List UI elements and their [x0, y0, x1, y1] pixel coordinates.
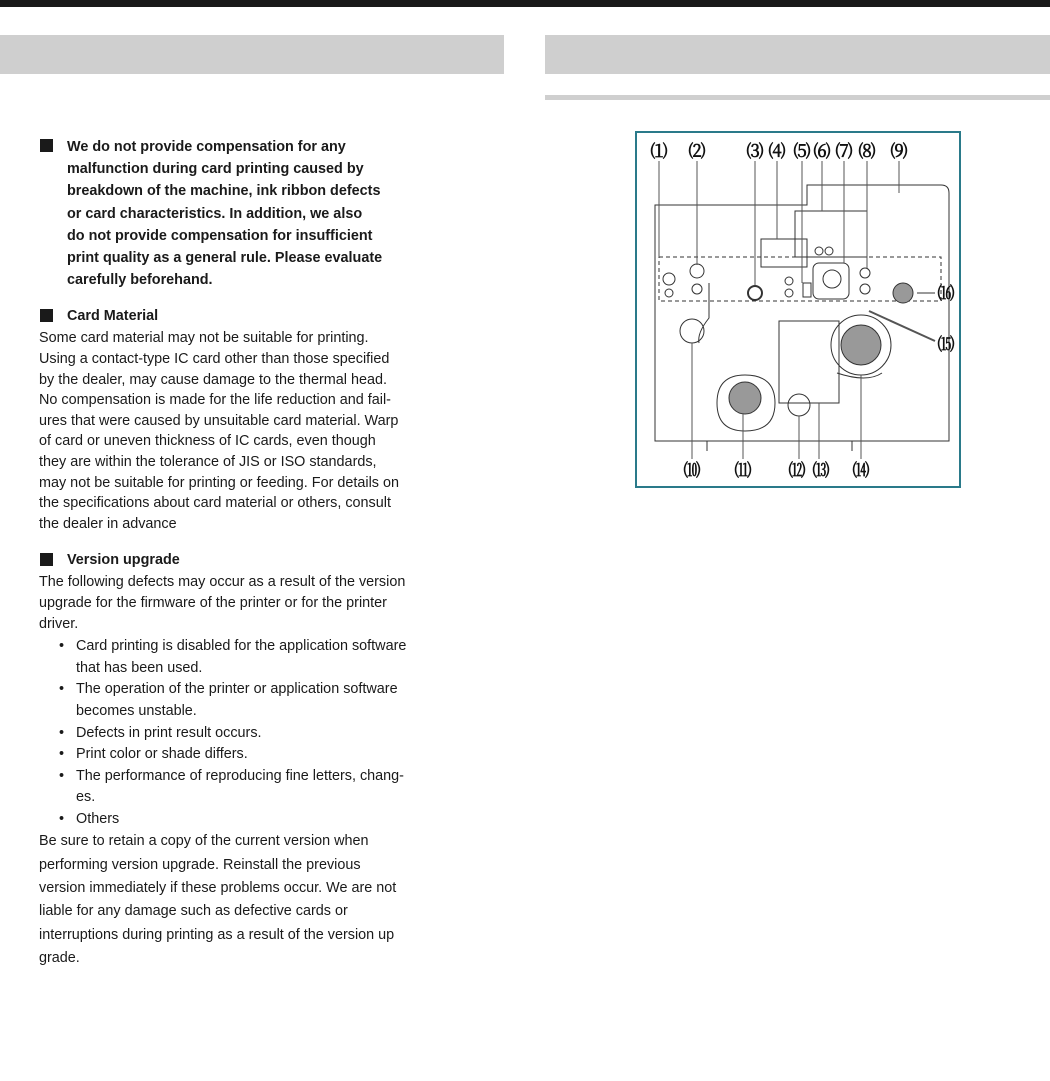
paragraph-line: ures that were caused by unsuitable card material. Warp [39, 412, 399, 429]
roller-8 [860, 268, 870, 278]
notice-line: do not provide compensation for insufficient [67, 227, 373, 244]
square-bullet-icon [40, 309, 53, 322]
paragraph-line: interruptions during printing as a result of the version up [39, 926, 395, 943]
list-item-line: Card printing is disabled for the application software [76, 638, 407, 655]
bullet-dot-icon: • [59, 681, 65, 698]
callout-2: ⑵ [688, 142, 706, 161]
bullet-dot-icon: • [59, 746, 65, 763]
callout-9: ⑼ [890, 142, 908, 161]
callout-3: ⑶ [746, 142, 764, 161]
roller-2 [690, 264, 704, 278]
square-bullet-icon [40, 553, 53, 566]
paragraph-line: may not be suitable for printing or feeding. For details on [39, 474, 399, 491]
list-item-line: Others [76, 810, 120, 827]
roller-3 [748, 286, 762, 300]
notice-line: malfunction during card printing caused by [67, 161, 364, 178]
roller-1b [665, 289, 673, 297]
top-rule [0, 0, 1050, 7]
list-item [40, 744, 460, 766]
paragraph-line: upgrade for the firmware of the printer or for the printer [39, 594, 387, 611]
notice-line: We do not provide compensation for any [67, 139, 346, 155]
square-bullet-icon [40, 139, 53, 152]
unit-7-housing [813, 263, 849, 299]
paragraph-line: grade. [39, 949, 80, 966]
list-item-line: Print color or shade differs. [76, 746, 248, 763]
paragraph-line: No compensation is made for the life reduction and fail- [39, 392, 391, 409]
defects-list [40, 636, 460, 830]
ribbon-spool-11 [729, 382, 761, 414]
callout-12: ⑿ [788, 461, 806, 480]
roller-2b [692, 284, 702, 294]
compensation-notice [40, 136, 460, 291]
list-item [40, 809, 460, 831]
roller-12 [788, 394, 810, 416]
list-item [40, 636, 460, 679]
paragraph-line: liable for any damage such as defective cards or [39, 903, 348, 920]
paragraph-line: the specifications about card material or others, consult [39, 495, 391, 512]
list-item-line: that has been used. [76, 659, 203, 676]
roller-5b [785, 289, 793, 297]
paragraph-line: The following defects may occur as a result of the version [39, 574, 406, 591]
card-material-heading-text: Card Material [67, 308, 159, 325]
roller-7 [823, 270, 841, 288]
roller-1 [663, 273, 675, 285]
list-item [40, 679, 460, 722]
list-item-line: Defects in print result occurs. [76, 724, 262, 741]
list-item-line: The performance of reproducing fine letters, chang- [76, 767, 404, 784]
callout-5: ⑸ [793, 142, 811, 161]
callout-13: ⒀ [812, 461, 830, 480]
unit-6-box [795, 211, 867, 257]
list-item-line: The operation of the printer or application software [76, 681, 398, 698]
callout-6: ⑹ [813, 142, 831, 161]
notice-line: carefully beforehand. [67, 272, 213, 289]
card-material-paragraph [39, 328, 460, 534]
roller-5 [785, 277, 793, 285]
notice-line: or card characteristics. In addition, we also [67, 205, 363, 222]
small-roller [825, 247, 833, 255]
bullet-dot-icon: • [59, 810, 65, 827]
bullet-dot-icon: • [59, 724, 65, 741]
paragraph-line: driver. [39, 615, 79, 632]
paragraph-line: of card or uneven thickness of IC cards, even though [39, 433, 376, 450]
card-material-heading [40, 306, 460, 326]
callout-10: ⑽ [683, 461, 701, 480]
paragraph-line: by the dealer, may cause damage to the thermal head. [39, 371, 387, 388]
paragraph-line: Some card material may not be suitable for printing. [39, 330, 369, 347]
paragraph-line: Be sure to retain a copy of the current version when [39, 833, 369, 850]
bullet-dot-icon: • [59, 638, 65, 655]
paragraph-line: the dealer in advance [39, 515, 177, 532]
list-item-line: es. [76, 789, 96, 806]
version-upgrade-heading-text: Version upgrade [67, 552, 180, 569]
notice-line: breakdown of the machine, ink ribbon defects [67, 183, 381, 200]
ribbon-path [837, 373, 882, 378]
roller-16 [893, 283, 913, 303]
ribbon-spool-14 [841, 325, 881, 365]
callout-14: ⒁ [852, 461, 870, 480]
printer-diagram-figure [635, 131, 961, 488]
right-sub-rule [545, 95, 1050, 100]
version-upgrade-heading [40, 550, 460, 570]
version-upgrade-intro [39, 572, 460, 634]
callout-8: ⑻ [858, 142, 876, 161]
notice-line: print quality as a general rule. Please evaluate [67, 250, 383, 267]
bullet-dot-icon: • [59, 767, 65, 784]
callout-11: ⑾ [734, 461, 752, 480]
left-column [40, 136, 460, 970]
list-item [40, 766, 460, 809]
callout-15: ⒂ [937, 335, 955, 354]
right-section-header-band [545, 35, 1050, 74]
list-item [40, 723, 460, 745]
callout-4: ⑷ [768, 142, 786, 161]
version-upgrade-closing [39, 830, 460, 970]
sensor-5 [803, 283, 811, 297]
paragraph-line: performing version upgrade. Reinstall the previous [39, 856, 361, 873]
roller-8b [860, 284, 870, 294]
unit-13-box [779, 321, 839, 403]
small-roller [815, 247, 823, 255]
list-item-line: becomes unstable. [76, 702, 197, 719]
callout-1: ⑴ [650, 142, 668, 161]
left-section-header-band [0, 35, 504, 74]
callout-7: ⑺ [835, 142, 853, 161]
unit-4-box [761, 239, 807, 267]
printer-diagram [637, 133, 959, 486]
callout-16: ⒃ [937, 284, 955, 303]
paragraph-line: version immediately if these problems occur. We are not [39, 880, 397, 897]
paragraph-line: they are within the tolerance of JIS or ISO standards, [39, 453, 377, 470]
paragraph-line: Using a contact-type IC card other than those specified [39, 351, 390, 368]
